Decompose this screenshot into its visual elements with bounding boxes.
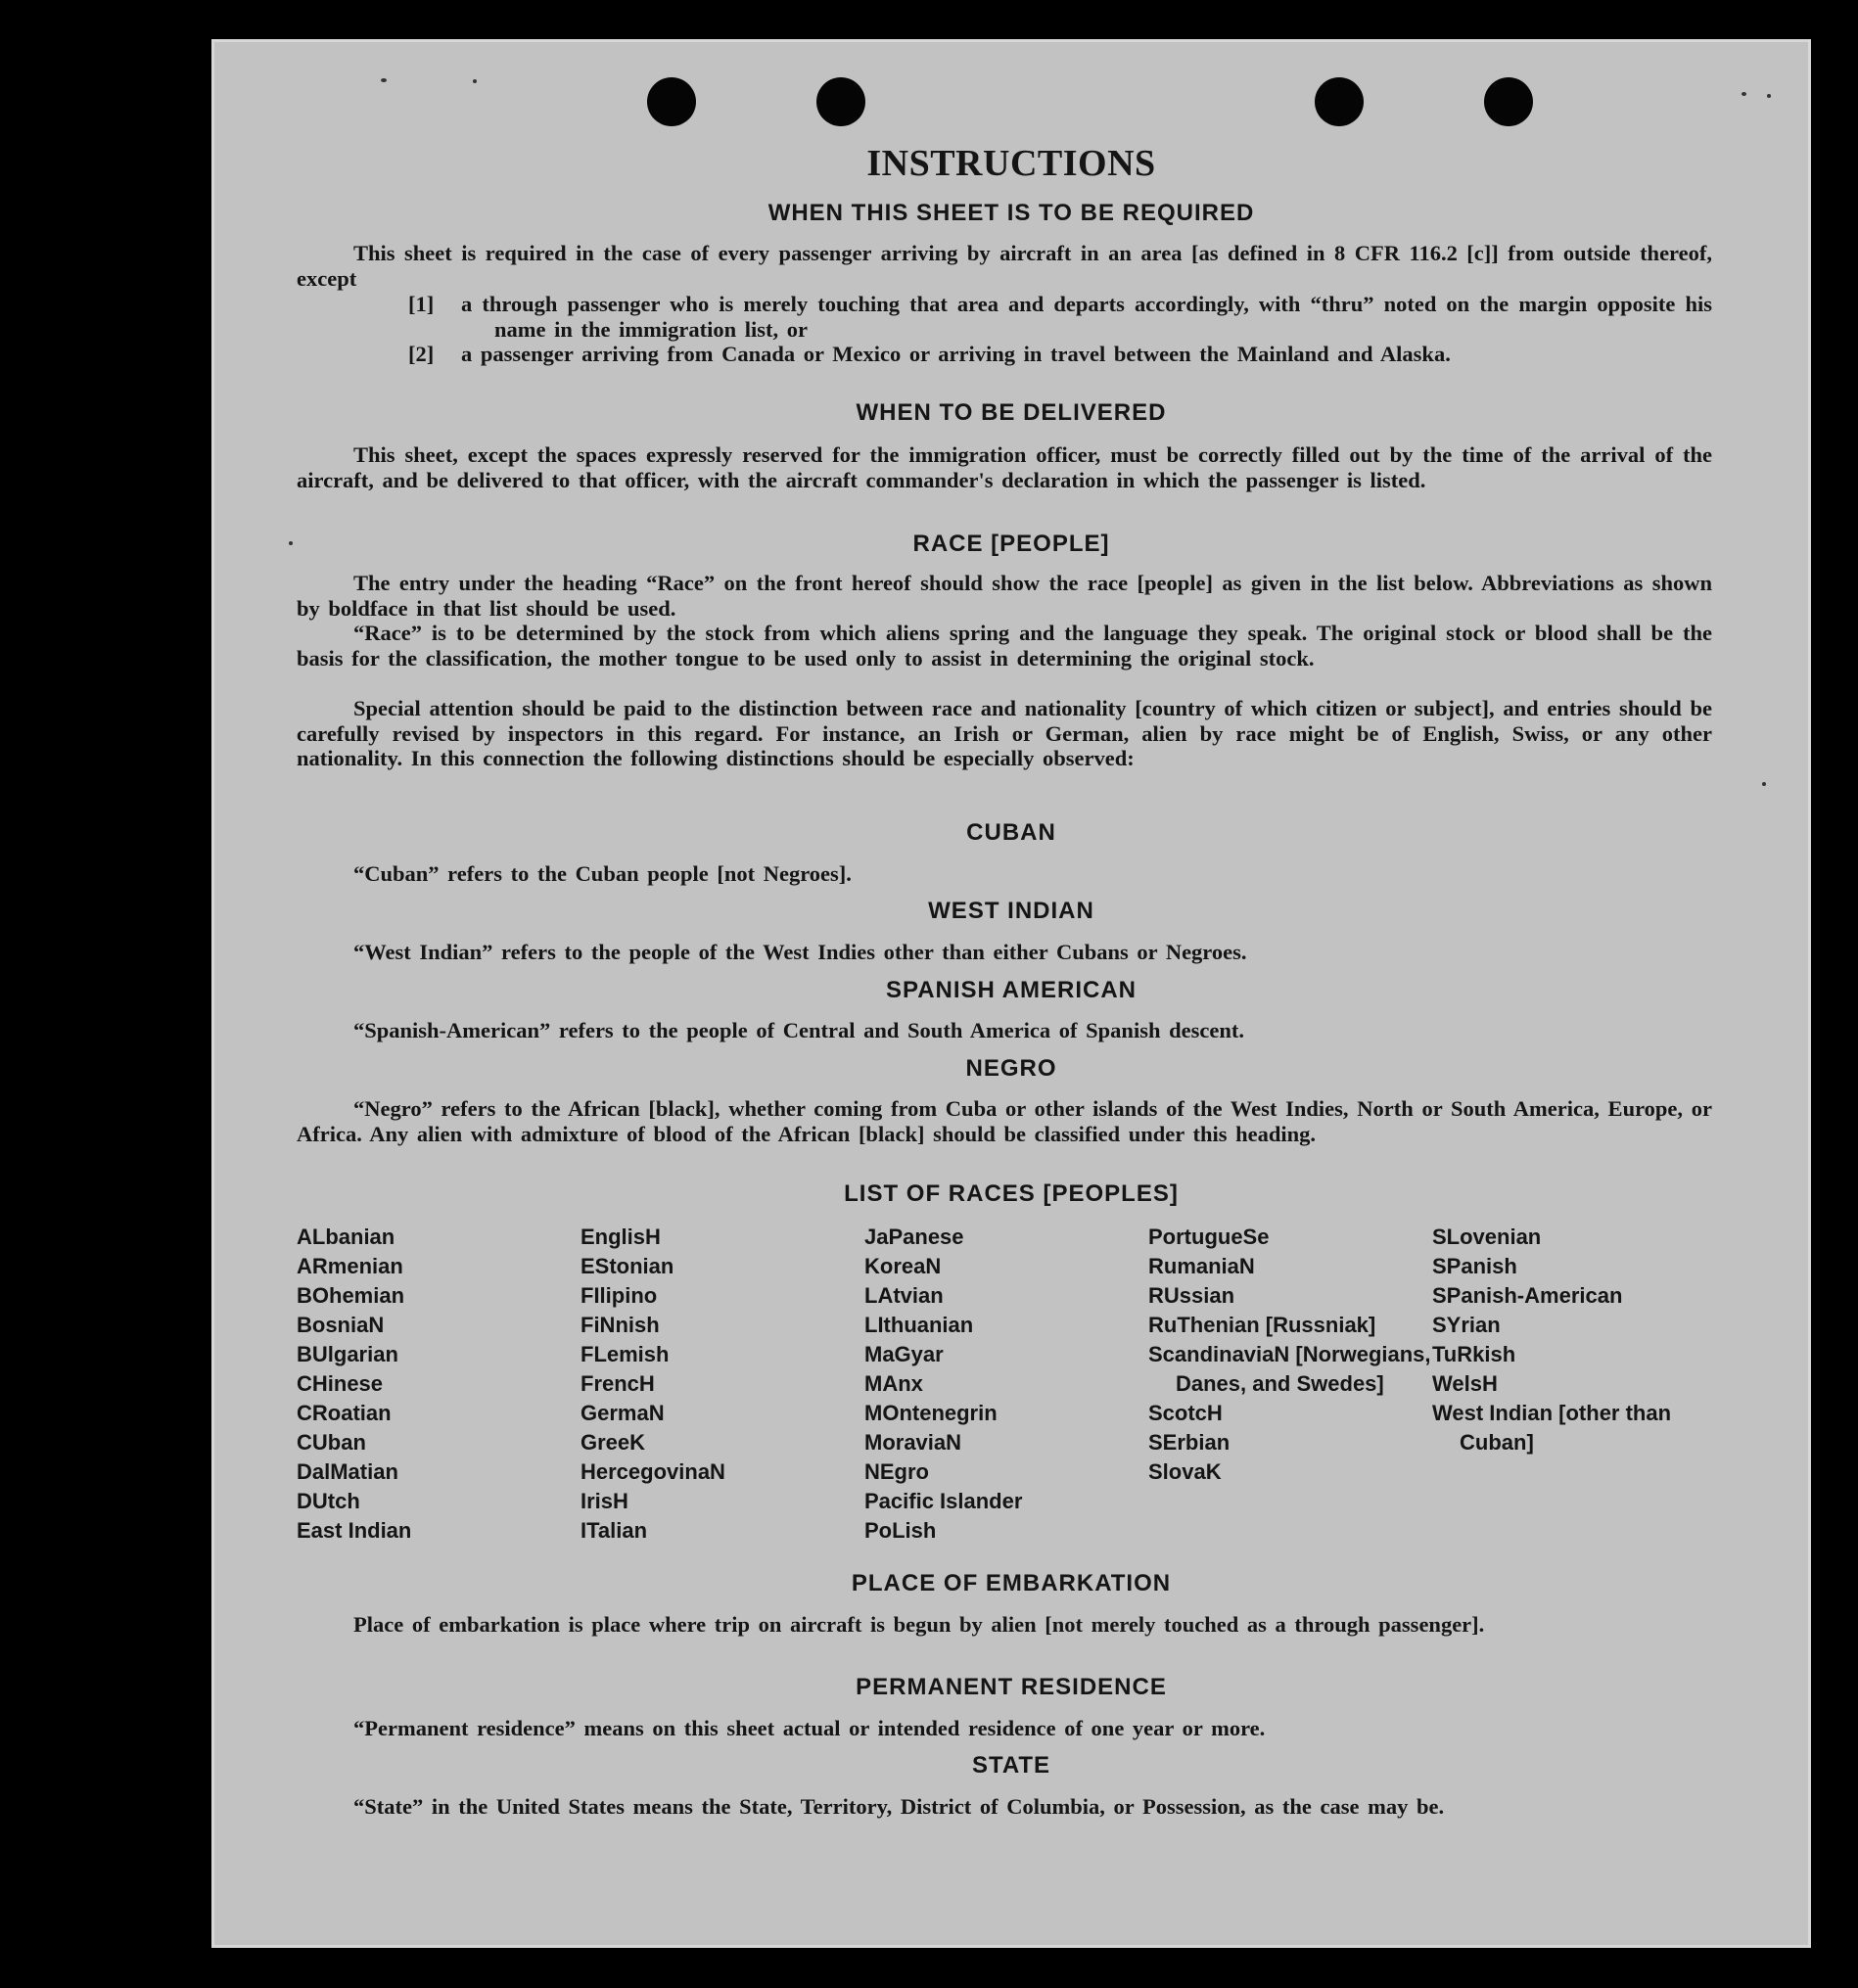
race-item: JaPanese bbox=[864, 1225, 964, 1249]
race-item: KoreaN bbox=[864, 1254, 942, 1278]
race-item: SLovenian bbox=[1432, 1225, 1542, 1249]
race-item: SPanish bbox=[1432, 1254, 1517, 1278]
section-heading-cuban: CUBAN bbox=[966, 819, 1056, 846]
section-heading-race: RACE [PEOPLE] bbox=[912, 531, 1110, 557]
section-heading-negro: NEGRO bbox=[965, 1055, 1057, 1082]
race-item: FLemish bbox=[581, 1342, 670, 1366]
race-item: DalMatian bbox=[297, 1459, 398, 1484]
race-item: PoLish bbox=[864, 1518, 937, 1543]
race-item: RuThenian [Russniak] bbox=[1148, 1313, 1376, 1337]
speck bbox=[1767, 94, 1771, 98]
race-item: EnglisH bbox=[581, 1225, 661, 1249]
race-item: HercegovinaN bbox=[581, 1459, 725, 1484]
race-item: ARmenian bbox=[297, 1254, 403, 1278]
embarkation-text: Place of embarkation is place where trip on aircraft is begun by alien [not merely touched as a through passenger]. bbox=[353, 1612, 1485, 1637]
races-list bbox=[297, 1223, 1726, 1546]
punch-hole bbox=[647, 77, 696, 126]
race-paragraph-1: The entry under the heading “Race” on the front hereof should show the race [people] as given in the list below. Abbreviations as shown by boldface in that list should be used. bbox=[297, 571, 1712, 621]
race-paragraph-3: Special attention should be paid to the distinction between race and nationality [country of which citizen or subject], and entries should be carefully revised by inspectors in this regard. For instance, an Irish or German, alien by race might be of English, Swiss, or any other nationality. In this connection the following distinctions should be especially observed: bbox=[297, 696, 1712, 770]
race-column bbox=[1148, 1223, 1432, 1546]
race-item: RUssian bbox=[1148, 1283, 1235, 1308]
race-column bbox=[581, 1223, 864, 1546]
section-heading-west-indian: WEST INDIAN bbox=[928, 898, 1094, 924]
race-item: MaGyar bbox=[864, 1342, 944, 1366]
race-item: NEgro bbox=[864, 1459, 929, 1484]
spanish-american-text: “Spanish-American” refers to the people of Central and South America of Spanish descent. bbox=[353, 1018, 1244, 1042]
race-item: MAnx bbox=[864, 1371, 923, 1396]
punch-hole bbox=[1484, 77, 1533, 126]
race-item: IrisH bbox=[581, 1489, 628, 1513]
race-item: MOntenegrin bbox=[864, 1401, 998, 1425]
race-paragraph-2: “Race” is to be determined by the stock from which aliens spring and the language they speak. The original stock or blood shall be the basis for the classification, the mother tongue to be used only to assist in determining the original stock. bbox=[297, 621, 1712, 670]
race-column bbox=[864, 1223, 1148, 1546]
race-item: BOhemian bbox=[297, 1283, 405, 1308]
race-item: SErbian bbox=[1148, 1430, 1231, 1455]
race-item: ITalian bbox=[581, 1518, 648, 1543]
race-item: CRoatian bbox=[297, 1401, 392, 1425]
race-item: Pacific Islander bbox=[864, 1489, 1023, 1513]
race-item: CHinese bbox=[297, 1371, 384, 1396]
race-item: East Indian bbox=[297, 1518, 412, 1543]
speck bbox=[1742, 92, 1746, 96]
race-item: BUlgarian bbox=[297, 1342, 398, 1366]
race-item: MoraviaN bbox=[864, 1430, 962, 1455]
state-text: “State” in the United States means the State, Territory, District of Columbia, or Possession, as the case may be. bbox=[353, 1794, 1445, 1819]
race-item: GermaN bbox=[581, 1401, 665, 1425]
section-heading-spanish-american: SPANISH AMERICAN bbox=[885, 977, 1137, 1003]
race-item: LIthuanian bbox=[864, 1313, 974, 1337]
race-item: SYrian bbox=[1432, 1313, 1501, 1337]
section-heading-state: STATE bbox=[971, 1752, 1051, 1779]
race-column bbox=[297, 1223, 581, 1546]
required-item-2: [2] a passenger arriving from Canada or Mexico or arriving in travel between the Mainland and Alaska. bbox=[408, 342, 1451, 366]
race-item: ScotcH bbox=[1148, 1401, 1223, 1425]
negro-text: “Negro” refers to the African [black], whether coming from Cuba or other islands of the West Indies, North or South America, Europe, or Africa. Any alien with admixture of blood of the African [black] should be classified under this heading. bbox=[297, 1096, 1712, 1146]
race-item: SPanish-American bbox=[1432, 1283, 1623, 1308]
race-item: West Indian [other than Cuban] bbox=[1432, 1401, 1672, 1455]
race-item: CUban bbox=[297, 1430, 366, 1455]
race-item: WelsH bbox=[1432, 1371, 1498, 1396]
race-item: SlovaK bbox=[1148, 1459, 1222, 1484]
race-item: ScandinaviaN [Norwegians, Danes, and Swedes] bbox=[1148, 1342, 1431, 1396]
speck bbox=[473, 79, 477, 83]
punch-hole bbox=[816, 77, 865, 126]
cuban-text: “Cuban” refers to the Cuban people [not Negroes]. bbox=[353, 861, 852, 886]
race-item: PortugueSe bbox=[1148, 1225, 1270, 1249]
required-intro: This sheet is required in the case of every passenger arriving by aircraft in an area [as defined in 8 CFR 116.2 [c]] from outside thereof, except bbox=[297, 241, 1712, 291]
required-item-1: [1] a through passenger who is merely touching that area and departs accordingly, with “thru” noted on the margin opposite his name in the immigration list, or bbox=[408, 292, 1712, 342]
race-item: BosniaN bbox=[297, 1313, 385, 1337]
race-item: LAtvian bbox=[864, 1283, 944, 1308]
section-heading-delivered: WHEN TO BE DELIVERED bbox=[856, 399, 1167, 426]
race-item: GreeK bbox=[581, 1430, 646, 1455]
section-heading-required: WHEN THIS SHEET IS TO BE REQUIRED bbox=[767, 200, 1255, 226]
race-item: FrencH bbox=[581, 1371, 655, 1396]
section-heading-residence: PERMANENT RESIDENCE bbox=[856, 1674, 1167, 1700]
section-heading-races-list: LIST OF RACES [PEOPLES] bbox=[844, 1180, 1179, 1207]
delivered-text: This sheet, except the spaces expressly reserved for the immigration officer, must be correctly filled out by the time of the arrival of the aircraft, and be delivered to that officer, with the aircraft commander's declaration in which the passenger is listed. bbox=[297, 442, 1712, 492]
race-item: FiNnish bbox=[581, 1313, 660, 1337]
race-item: ALbanian bbox=[297, 1225, 395, 1249]
race-item: FIlipino bbox=[581, 1283, 658, 1308]
speck bbox=[1762, 782, 1766, 786]
residence-text: “Permanent residence” means on this sheet actual or intended residence of one year or more. bbox=[353, 1716, 1266, 1740]
page-title: INSTRUCTIONS bbox=[866, 143, 1156, 184]
race-item: TuRkish bbox=[1432, 1342, 1516, 1366]
punch-hole bbox=[1315, 77, 1364, 126]
west-indian-text: “West Indian” refers to the people of the West Indies other than either Cubans or Negroes. bbox=[353, 940, 1247, 964]
race-column bbox=[1432, 1223, 1716, 1546]
document-page bbox=[211, 39, 1811, 1948]
speck bbox=[381, 78, 387, 82]
race-item: DUtch bbox=[297, 1489, 360, 1513]
race-item: RumaniaN bbox=[1148, 1254, 1255, 1278]
race-item: EStonian bbox=[581, 1254, 674, 1278]
section-heading-embarkation: PLACE OF EMBARKATION bbox=[851, 1570, 1172, 1596]
